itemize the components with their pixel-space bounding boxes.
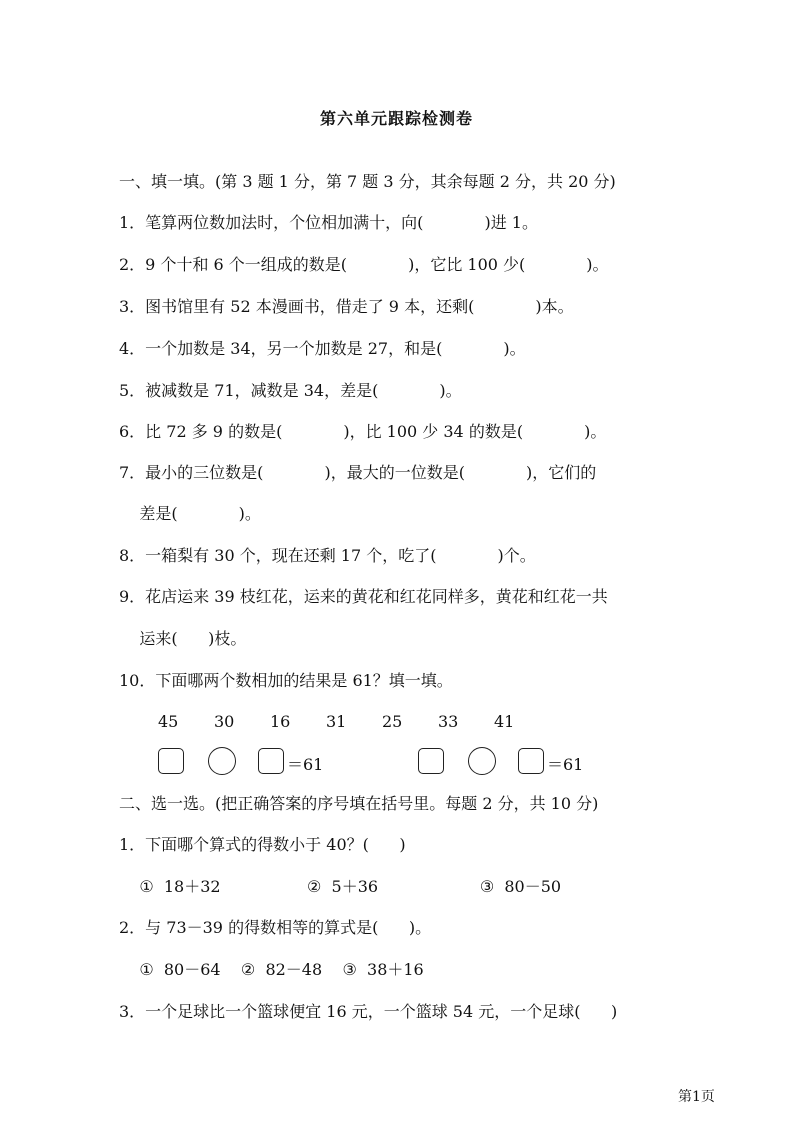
question-1-1: 1．笔算两位数加法时，个位相加满十，向( )进 1。 [119, 213, 538, 232]
question-2-1-options: ① 18＋32 ② 5＋36 ③ 80－50 [119, 877, 562, 896]
question-1-9: 9．花店运来 39 枝红花，运来的黄花和红花同样多，黄花和红花一共 [119, 587, 608, 606]
page-title: 第六单元跟踪检测卷 [319, 109, 473, 128]
answer-box[interactable] [518, 748, 544, 774]
number-choice: 31 [326, 712, 347, 731]
question-2-2-options: ① 80－64 ② 82－48 ③ 38＋16 [119, 960, 424, 979]
question-1-3: 3．图书馆里有 52 本漫画书，借走了 9 本，还剩( )本。 [119, 297, 574, 316]
number-choice: 45 [158, 712, 179, 731]
page-number: 第1页 [678, 1089, 715, 1105]
number-choice: 16 [270, 712, 291, 731]
question-1-7: 7．最小的三位数是( )，最大的一位数是( )，它们的 [119, 463, 597, 482]
operator-circle[interactable] [468, 747, 496, 775]
equation-result: ＝61 [547, 755, 584, 774]
question-2-3: 3．一个足球比一个篮球便宜 16 元，一个篮球 54 元，一个足球( ) [119, 1002, 618, 1021]
question-1-6: 6．比 72 多 9 的数是( )，比 100 少 34 的数是( )。 [119, 422, 607, 441]
question-2-2: 2．与 73－39 的得数相等的算式是( )。 [119, 918, 432, 937]
equation-result: ＝61 [287, 755, 324, 774]
number-choice: 41 [494, 712, 515, 731]
question-1-9-continued: 运来( )枝。 [119, 629, 247, 648]
question-2-1: 1．下面哪个算式的得数小于 40？( ) [119, 835, 406, 854]
section2-heading: 二、选一选。(把正确答案的序号填在括号里。每题 2 分，共 10 分) [119, 794, 599, 813]
question-1-10: 10．下面哪两个数相加的结果是 61？填一填。 [119, 671, 453, 690]
question-1-5: 5．被减数是 71，减数是 34，差是( )。 [119, 381, 462, 400]
number-choice: 33 [438, 712, 459, 731]
question-1-4: 4．一个加数是 34，另一个加数是 27，和是( )。 [119, 339, 526, 358]
section1-heading: 一、填一填。(第 3 题 1 分，第 7 题 3 分，其余每题 2 分，共 20 分) [119, 172, 616, 191]
number-choice: 25 [382, 712, 403, 731]
answer-box[interactable] [258, 748, 284, 774]
number-choice: 30 [214, 712, 235, 731]
question-1-2: 2．9 个十和 6 个一组成的数是( )，它比 100 少( )。 [119, 255, 609, 274]
question-1-7-continued: 差是( )。 [119, 504, 261, 523]
question-1-8: 8．一箱梨有 30 个，现在还剩 17 个，吃了( )个。 [119, 546, 536, 565]
answer-box[interactable] [418, 748, 444, 774]
answer-box[interactable] [158, 748, 184, 774]
operator-circle[interactable] [208, 747, 236, 775]
